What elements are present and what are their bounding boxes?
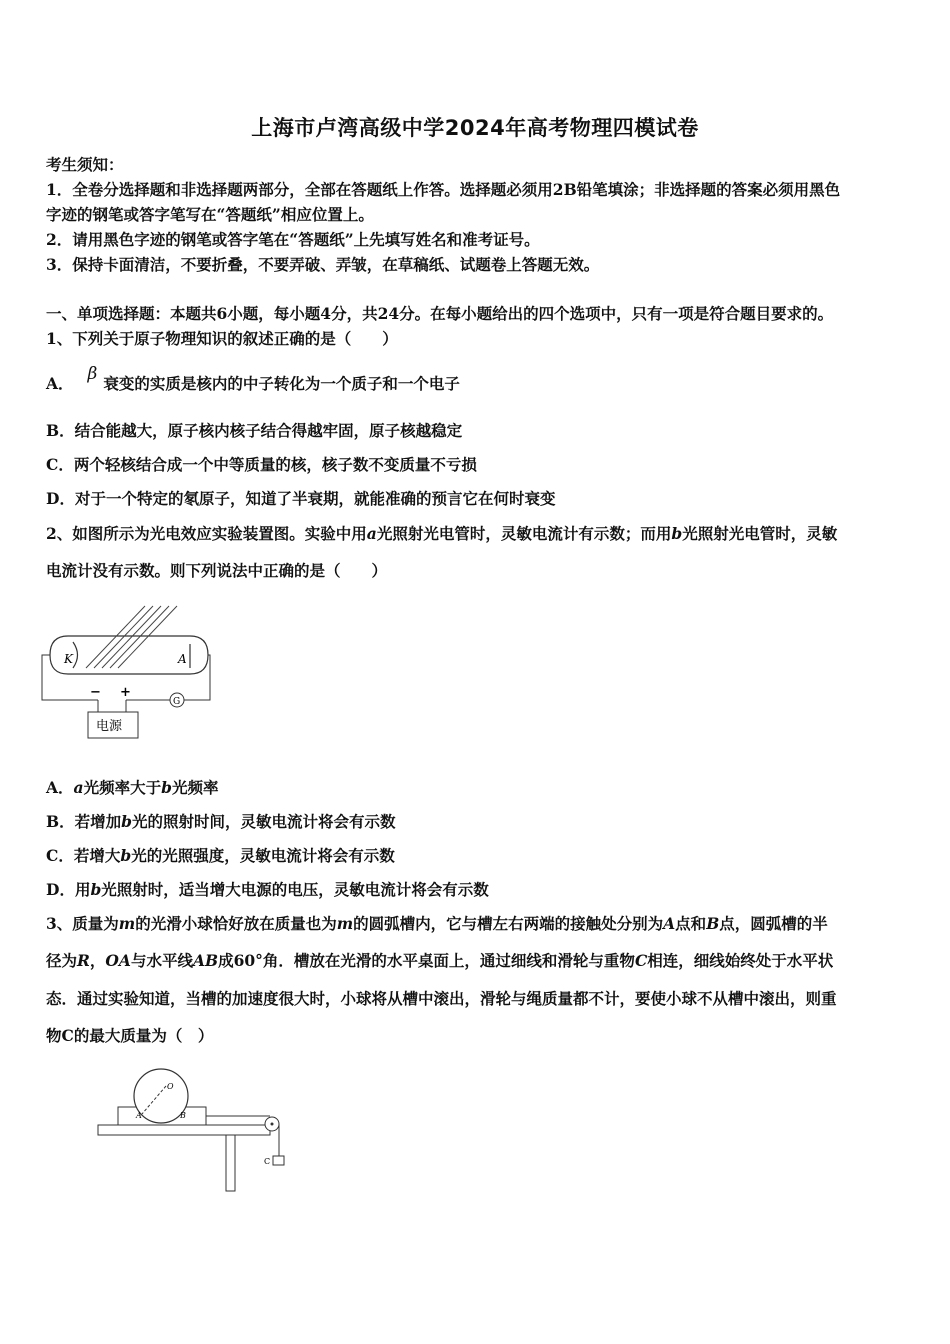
q3-stem-line-3: 态．通过实验知道，当槽的加速度很大时，小球将从槽中滚出，滑轮与绳质量都不计，要使小球不从槽中滚出，则重: [46, 989, 837, 1008]
section-heading: 一、单项选择题：本题共6小题，每小题4分，共24分。在每小题给出的四个选项中，只有一项是符合题目要求的。: [46, 304, 834, 323]
point-b-label: B: [180, 1111, 186, 1120]
q1-option-a-label: A．: [46, 374, 74, 393]
q2-stem-line-1: [46, 522, 837, 544]
point-a-label: A: [136, 1111, 142, 1120]
anode-label: A: [178, 652, 187, 666]
q2-option-d-text-1: D．用: [46, 880, 91, 899]
q1-option-a: [46, 364, 460, 394]
var-a: a: [73, 778, 84, 797]
q2-option-a: [46, 776, 218, 798]
galvanometer-label: G: [173, 697, 181, 707]
q2-option-d-text-2: 光照射时，适当增大电源的电压，灵敏电流计将会有示数: [101, 880, 489, 899]
q1-option-c: C．两个轻核结合成一个中等质量的核，核子数不变质量不亏损: [46, 455, 477, 474]
q3-text: 3、质量为: [46, 914, 119, 933]
var-b: b: [671, 524, 683, 543]
var-b: b: [120, 846, 132, 865]
q1-option-a-text: 衰变的实质是核内的中子转化为一个质子和一个电子: [103, 374, 460, 393]
q1-stem: 1、下列关于原子物理知识的叙述正确的是（ ）: [46, 329, 398, 348]
q2-option-c-text-1: C．若增大: [46, 846, 121, 865]
q2-option-b: [46, 810, 395, 832]
notice-item-3: 3．保持卡面清洁，不要折叠，不要弄破、弄皱，在草稿纸、试题卷上答题无效。: [46, 255, 600, 274]
q3-text: 点和: [675, 914, 707, 933]
q2-stem-text-2: 光照射光电管时，灵敏电流计有示数；而用: [376, 524, 672, 543]
q2-option-b-text-2: 光的照射时间，灵敏电流计将会有示数: [131, 812, 396, 831]
var-point-a: A: [663, 914, 676, 933]
notice-item-1-line-2: 字迹的钢笔或答字笔写在“答题纸”相应位置上。: [46, 205, 374, 224]
q2-stem-text-1: 2、如图所示为光电效应实验装置图。实验中用: [46, 524, 367, 543]
var-b: b: [121, 812, 132, 831]
q3-stem-line-1: [46, 912, 828, 934]
positive-terminal-label: +: [120, 685, 131, 700]
q2-option-c: [46, 844, 395, 866]
var-b: b: [161, 778, 172, 797]
var-m: m: [336, 914, 354, 933]
cathode: [73, 642, 78, 668]
q1-option-b: B．结合能越大，原子核内核子结合得越牢固，原子核越稳定: [46, 421, 463, 440]
notice-heading: 考生须知：: [46, 155, 124, 174]
beta-symbol: β: [87, 364, 98, 384]
negative-terminal-label: −: [90, 685, 101, 700]
arc-groove-pulley-diagram: [92, 1060, 292, 1196]
var-m: m: [118, 914, 136, 933]
q2-option-c-text-2: 光的光照强度，灵敏电流计将会有示数: [131, 846, 395, 865]
q3-stem-line-4: 物C的最大质量为（ ）: [46, 1026, 214, 1045]
var-b: b: [90, 880, 102, 899]
notice-item-1-line-1: 1．全卷分选择题和非选择题两部分，全部在答题纸上作答。选择题必须用2B铅笔填涂；非选择题的答案必须用黑色: [46, 180, 841, 199]
q3-text: 相连，细线始终处于水平状: [647, 951, 834, 970]
table-top: [98, 1125, 270, 1135]
q3-stem-line-2: [46, 949, 833, 971]
var-c: C: [634, 951, 648, 970]
q2-stem-line-2: 电流计没有示数。则下列说法中正确的是（ ）: [46, 561, 388, 580]
q3-text: 的圆弧槽内，它与槽左右两端的接触处分别为: [353, 914, 664, 933]
photoelectric-apparatus-diagram: [40, 588, 220, 746]
q1-option-d: D．对于一个特定的氡原子，知道了半衰期，就能准确的预言它在何时衰变: [46, 489, 556, 508]
q3-text: 的光滑小球恰好放在质量也为: [135, 914, 337, 933]
var-oa: OA: [105, 951, 131, 970]
var-point-b: B: [706, 914, 720, 933]
point-o-label: O: [167, 1082, 174, 1091]
q3-text: 成60°角．槽放在光滑的水平桌面上，通过细线和滑轮与重物: [218, 951, 635, 970]
power-source-label: 电源: [96, 719, 123, 734]
weight-c-label: C: [264, 1157, 271, 1166]
q3-text: ，: [89, 951, 106, 970]
var-r: R: [77, 951, 90, 970]
var-ab: AB: [192, 951, 219, 970]
notice-item-2: 2．请用黑色字迹的钢笔或答字笔在“答题纸”上先填写姓名和准考证号。: [46, 230, 540, 249]
cathode-label: K: [64, 652, 73, 666]
q2-option-a-label: A．: [46, 778, 74, 797]
q2-option-a-text-1: 光频率大于: [83, 778, 162, 797]
q2-option-a-text-2: 光频率: [171, 778, 219, 797]
q2-option-d: [46, 878, 489, 900]
var-a: a: [366, 524, 377, 543]
table-leg: [226, 1135, 235, 1191]
q3-text: 径为: [46, 951, 78, 970]
weight-c: [273, 1156, 284, 1165]
q2-stem-text-3: 光照射光电管时，灵敏: [682, 524, 838, 543]
q2-option-b-text-1: B．若增加: [46, 812, 122, 831]
light-beam: [86, 606, 177, 668]
pulley-axle: [271, 1123, 274, 1126]
page-title: 上海市卢湾高级中学2024年高考物理四模试卷: [251, 116, 699, 140]
q3-text: 点，圆弧槽的半: [719, 914, 828, 933]
q3-text: 与水平线: [130, 951, 193, 970]
